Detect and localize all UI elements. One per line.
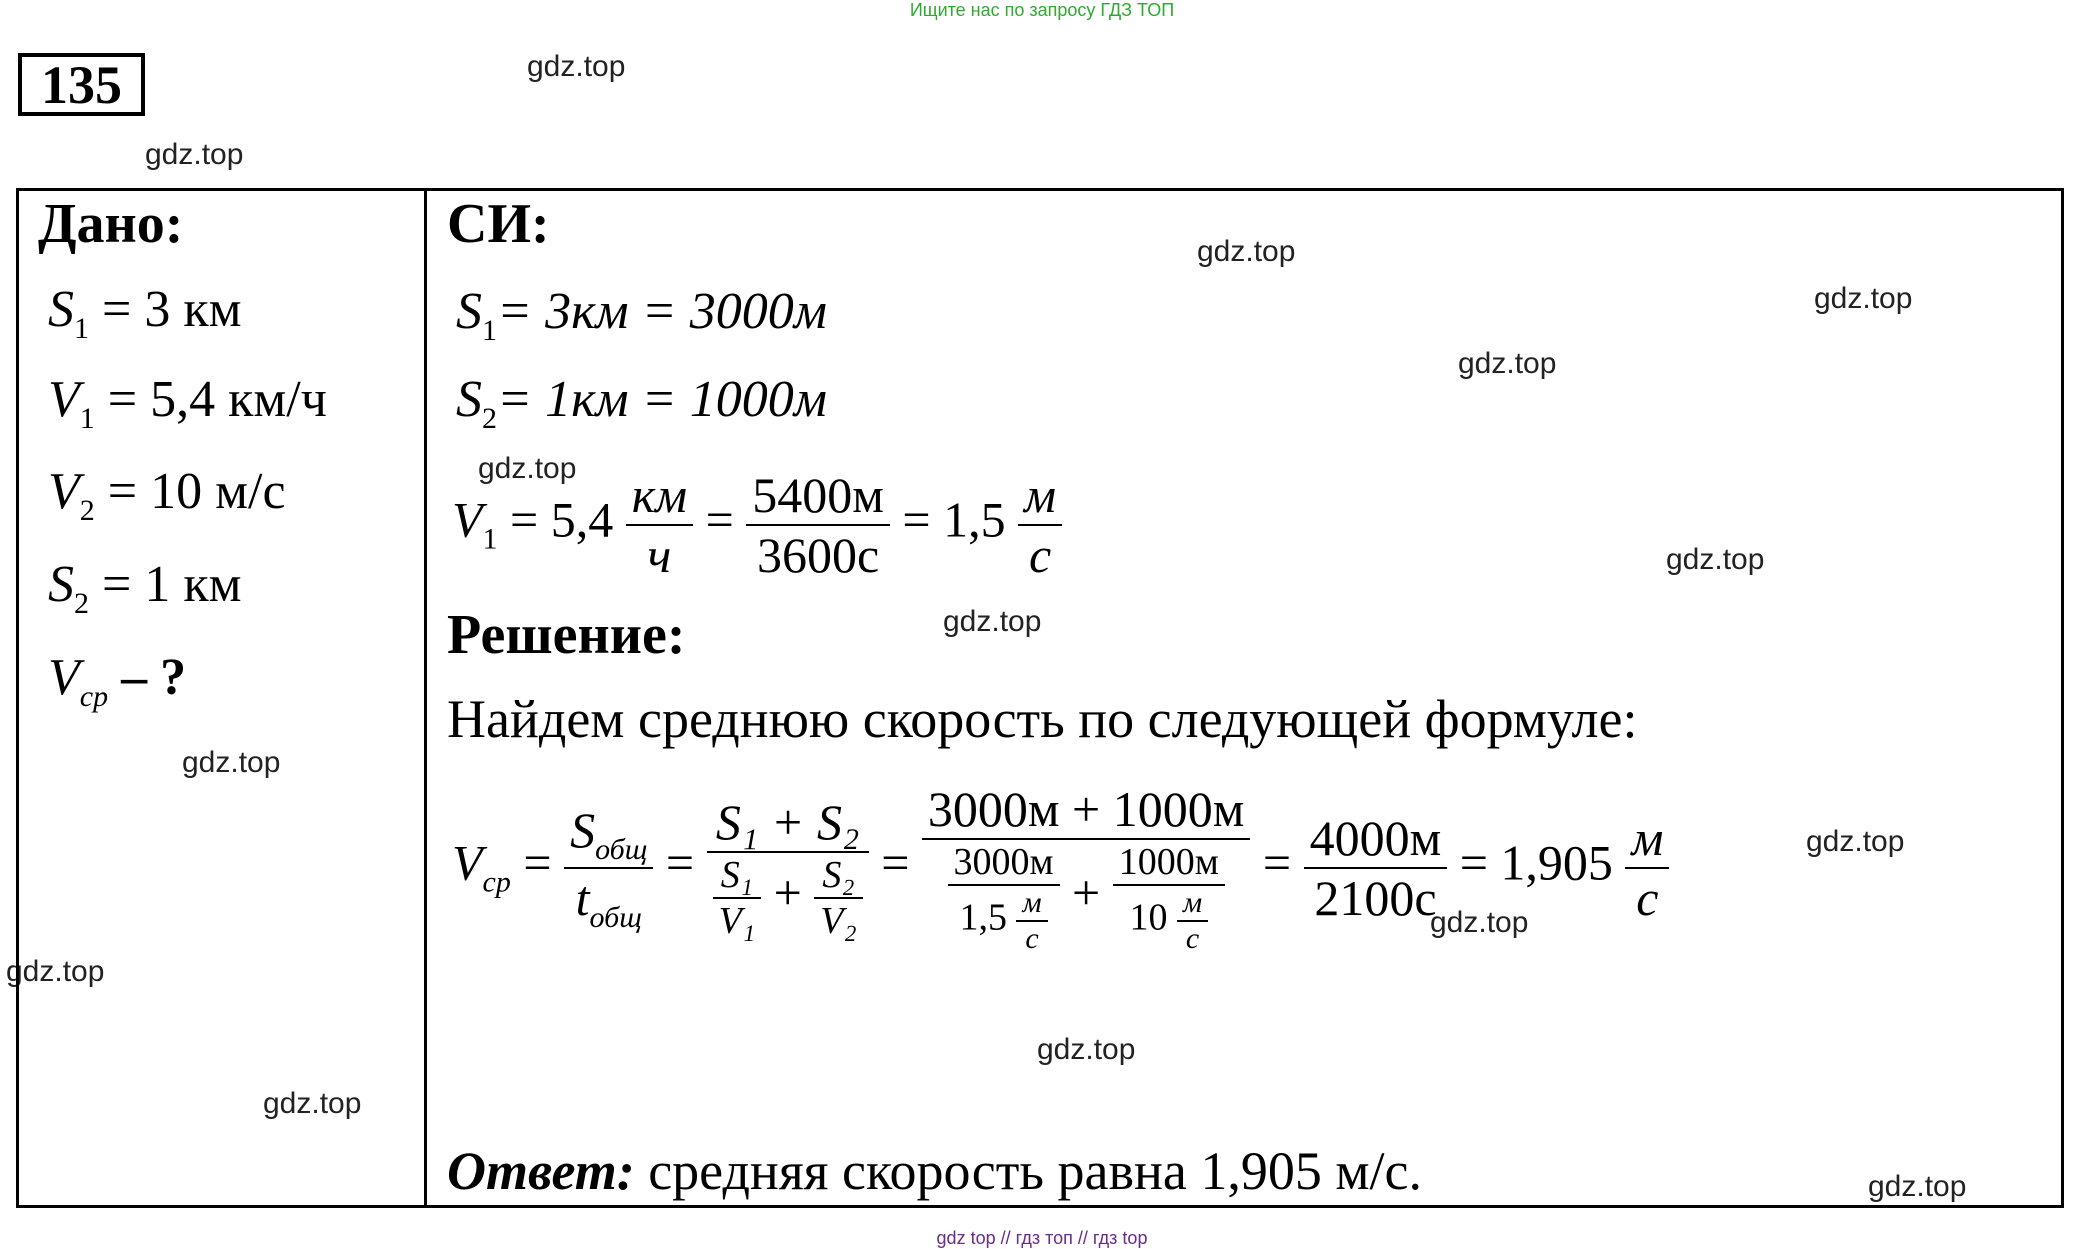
watermark: gdz.top: [1430, 906, 1529, 939]
watermark: gdz.top: [182, 746, 281, 779]
watermark: gdz.top: [527, 50, 626, 83]
watermark: gdz.top: [1458, 347, 1557, 380]
watermark: gdz.top: [1666, 543, 1765, 576]
si-v1: $V_1 = 5,4$ $\frac{км}{ч}$ = $\frac{5400м}{3600с}$ = 1,5 $\frac{м}{с}$: [452, 466, 1062, 584]
si-s1: $S_1= 3км = 3000м$: [456, 283, 827, 347]
watermark: gdz.top: [1806, 825, 1905, 858]
given-v2: $V_2 = 10$ м/с: [48, 463, 286, 527]
solution-title: Решение:: [447, 604, 686, 666]
problem-number: 135: [18, 53, 145, 116]
given-vcp: $V_{ср}$ – ?: [48, 649, 187, 713]
si-title: СИ:: [447, 193, 550, 255]
watermark: gdz.top: [1197, 235, 1296, 268]
answer: Ответ: средняя скорость равна 1,905 м/с.: [447, 1141, 1422, 1201]
solution-intro: Найдем среднюю скорость по следующей формуле:: [447, 689, 1638, 749]
watermark: gdz.top: [943, 605, 1042, 638]
watermark: gdz.top: [263, 1087, 362, 1120]
given-s2: $S_2 = 1$ км: [48, 556, 242, 620]
watermark: gdz.top: [1037, 1033, 1136, 1066]
main-formula: $V_{ср}$ = $\frac{S_{общ}}{t_{общ}}$ = S₁ + S₂ $\frac{\text{S₁}}{\text{V₁}}$ + $\frac{\text{S₂}}{\text{V₂}}$ = 3000м + 1000м 3000м 1,5 $\frac{м}{с}$ + 1000м 10 $\frac{м}{с}$ = $\frac{4000м}{2100с}$ = 1,905 $\frac{м}{с}$: [452, 780, 1669, 956]
bottom-note: gdz top // гдз топ // гдз top: [936, 1228, 1148, 1248]
watermark: gdz.top: [6, 955, 105, 988]
column-divider: [424, 188, 427, 1208]
given-title: Дано:: [38, 193, 184, 255]
watermark: gdz.top: [1814, 282, 1913, 315]
si-s2: $S_2= 1км = 1000м$: [456, 371, 827, 435]
watermark: gdz.top: [145, 138, 244, 171]
given-s1: $S_1 = 3$ км: [48, 281, 242, 345]
given-v1: $V_1 = 5,4$ км/ч: [48, 371, 327, 435]
watermark: gdz.top: [1868, 1170, 1967, 1203]
top-note: Ищите нас по запросу ГДЗ ТОП: [909, 0, 1175, 20]
watermark: gdz.top: [478, 452, 577, 485]
